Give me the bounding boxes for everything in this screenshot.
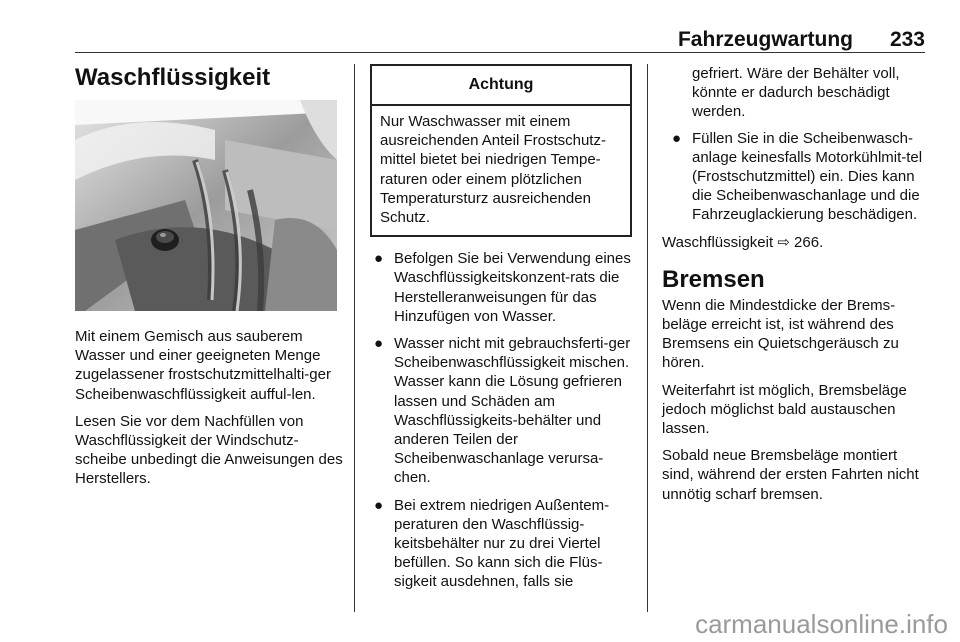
paragraph: Weiterfahrt ist möglich, Bremsbeläge jedoch möglichst bald austauschen lassen. — [662, 381, 907, 438]
warning-text: Nur Waschwasser mit einem ausreichenden Anteil Frostschutz-mittel bietet bei niedrigen Tempe-raturen oder einem plötzlichen Temperatursturz ausreichenden Schutz. — [380, 113, 606, 227]
bullet-icon: ● — [374, 496, 384, 514]
paragraph: Sobald neue Bremsbeläge montiert sind, während der ersten Fahrten nicht unnötig scharf bremsen. — [662, 447, 919, 503]
list-item: ● Füllen Sie in die Scheibenwasch-anlage keinesfalls Motorkühlmit-tel (Frostschutzmittel) ein. Dies kann die Scheibenwaschanlage und die Fahrzeuglackierung beschädigen. — [672, 129, 923, 224]
section-heading-washer-fluid: Waschflüssigkeit — [75, 64, 271, 91]
column-divider — [647, 64, 648, 612]
warning-box — [370, 64, 632, 237]
paragraph: Lesen Sie vor dem Nachfüllen von Waschflüssigkeit der Windschutz-scheibe unbedingt die Anweisungen des Herstellers. — [75, 412, 343, 488]
page-header — [75, 28, 925, 53]
column-divider — [354, 64, 355, 612]
list-item: ● Befolgen Sie bei Verwendung eines Waschflüssigkeitskonzent-rats die Herstelleranweisungen für das Hinzufügen von Wasser. — [374, 250, 631, 325]
list-item: ● Bei extrem niedrigen Außentem-peraturen den Waschflüssig-keitsbehälter nur zu drei Viertel befüllen. So kann sich die Flüs-sigkeit ausdehnen, falls sie — [374, 496, 610, 591]
watermark: carmanualsonline.info — [695, 609, 948, 639]
column-1 — [75, 64, 343, 489]
bullet-icon: ● — [672, 129, 682, 147]
warning-title: Achtung — [372, 66, 630, 106]
paragraph-continuation: gefriert. Wäre der Behälter voll, könnte er dadurch beschädigt werden. — [692, 65, 900, 121]
chapter-title: Fahrzeugwartung — [677, 28, 853, 51]
bullet-icon: ● — [374, 250, 384, 268]
column-3 — [662, 64, 924, 504]
section-heading-brakes: Bremsen — [662, 265, 765, 293]
paragraph: Wenn die Mindestdicke der Brems-beläge erreicht ist, ist während des Bremsens ein Quietschgeräusch zu hören. — [662, 296, 899, 372]
paragraph: Mit einem Gemisch aus sauberem Wasser und einer geeigneten Menge zugelassener frostschutzmittelhalti-ger Scheibenwaschflüssigkeit aufful-len. — [75, 328, 331, 403]
bullet-list — [662, 129, 924, 225]
list-item: ● Wasser nicht mit gebrauchsferti-ger Scheibenwaschflüssigkeit mischen. Wasser kann die Lösung gefrieren lassen und Schäden am Waschflüssigkeits-behälter und anderen Teilen der Scheibenwaschanlage verursa-chen. — [374, 335, 631, 487]
engine-bay-photo — [75, 100, 337, 311]
bullet-icon: ● — [374, 335, 384, 353]
column-2 — [370, 64, 632, 592]
cross-reference: Waschflüssigkeit ⇨ 266. — [662, 233, 824, 251]
bullet-list — [370, 249, 632, 591]
page-number: 233 — [889, 28, 925, 51]
